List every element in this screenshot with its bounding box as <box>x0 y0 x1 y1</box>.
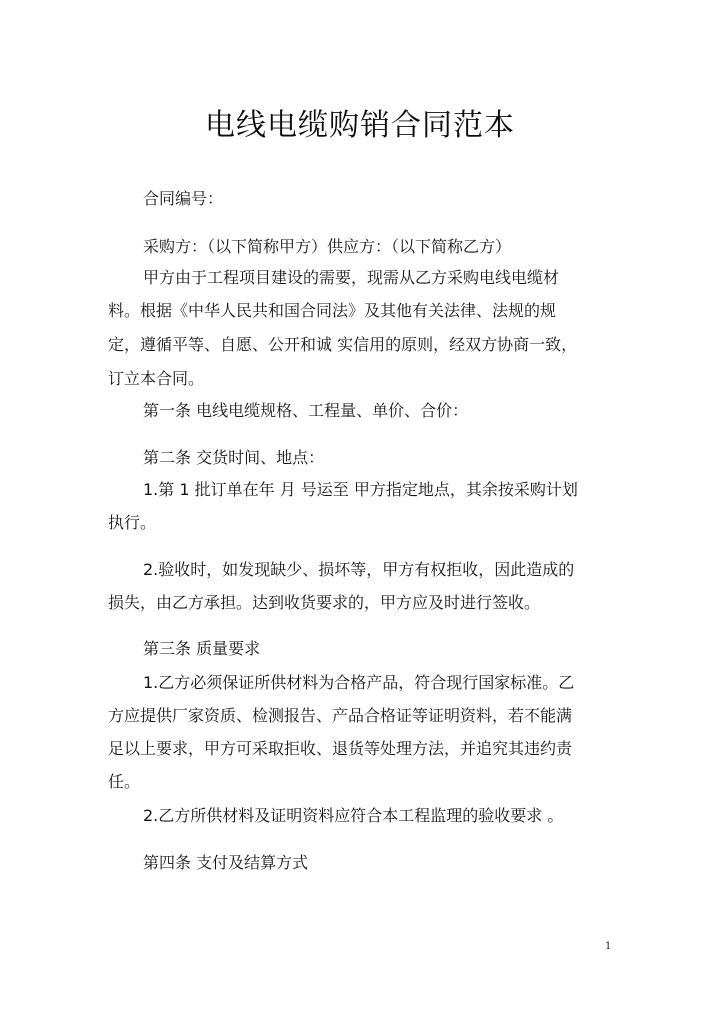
article-2-item-1-line-2: 执行。 <box>108 513 157 532</box>
article-2-item-2-line-2: 损失，由乙方承担。达到收货要求的，甲方应及时进行签收。 <box>108 593 541 612</box>
page-number: 1 <box>605 941 612 952</box>
article-2-item-1-line-1: 1.第 1 批订单在年 月 号运至 甲方指定地点，其余按采购计划 <box>143 480 578 499</box>
article-2-item-2-line-1: 2.验收时，如发现缺少、损坏等，甲方有权拒收，因此造成的 <box>143 560 575 579</box>
preamble-line-4: 订立本合同。 <box>108 369 205 388</box>
article-3-item-1-line-4: 任。 <box>108 772 141 791</box>
article-1-heading: 第一条 电线电缆规格、工程量、单价、合价： <box>143 401 469 420</box>
article-2-heading: 第二条 交货时间、地点： <box>143 448 325 467</box>
parties-line: 采购方：（以下简称甲方）供应方：（以下简称乙方） <box>143 237 512 256</box>
article-4-heading: 第四条 支付及结算方式 <box>143 853 309 872</box>
preamble-line-3: 定，遵循平等、自愿、公开和诚 实信用的原则，经双方协商一致， <box>108 335 578 354</box>
contract-number-label: 合同编号： <box>143 189 224 208</box>
article-3-item-1-line-1: 1.乙方必须保证所供材料为合格产品，符合现行国家标准。乙 <box>143 673 575 692</box>
article-3-heading: 第三条 质量要求 <box>143 639 261 658</box>
article-3-item-2: 2.乙方所供材料及证明资料应符合本工程监理的验收要求 。 <box>143 806 564 825</box>
article-3-item-1-line-2: 方应提供厂家资质、检测报告、产品合格证等证明资料，若不能满 <box>108 706 573 725</box>
article-3-item-1-line-3: 足以上要求，甲方可采取拒收、退货等处理方法，并追究其违约责 <box>108 739 573 758</box>
preamble-line-1: 甲方由于工程项目建设的需要，现需从乙方采购电线电缆材 <box>143 268 560 287</box>
document-title: 电线电缆购销合同范本 <box>205 108 515 143</box>
preamble-line-2: 料。根据《中华人民共和国合同法》及其他有关法律、法规的规 <box>108 301 557 320</box>
